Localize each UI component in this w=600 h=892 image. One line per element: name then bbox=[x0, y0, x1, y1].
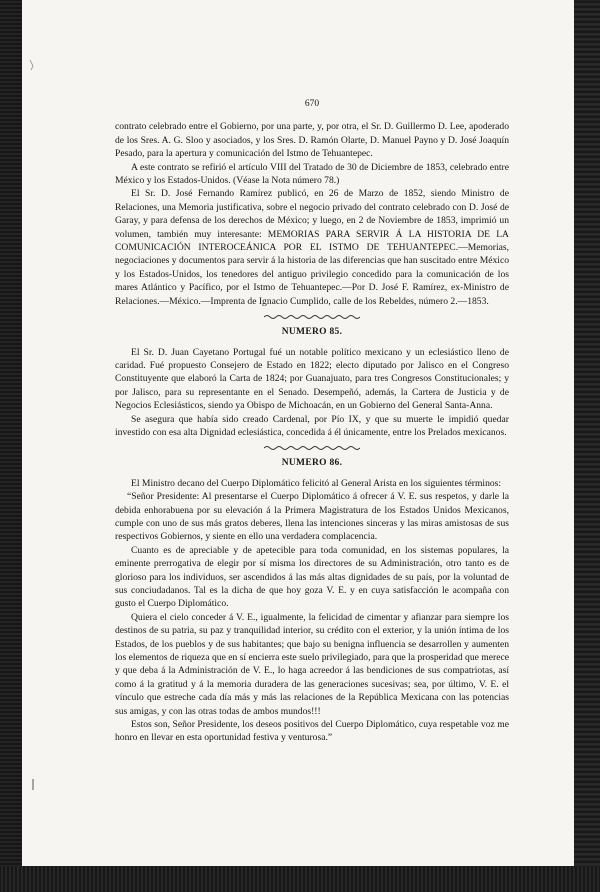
document-page bbox=[22, 0, 574, 866]
paragraph-ramirez: El Sr. D. José Fernando Ramírez publicó, en 26 de Marzo de 1852, siendo Ministro de Relaciones, una Memoria justificativa, sobre el negocio privado del contrato celebrado con D. José de Garay, y para defensa de los derechos de México; y luego, en 2 de Noviembre de 1853, imprimió un volumen, también muy interesante: MEMORIAS PARA SERVIR Á LA HISTORIA DE LA COMUNICACIÓN INTEROCEÁNICA POR EL ISTMO DE TEHUANTEPEC.—Memorias, negociaciones y documentos para servir á la historia de las diferencias que han suscitado entre México y los Estados-Unidos, los tenedores del antiguo privilegio concedido para la comunicación de los mares Atlántico y Pacífico, por el Istmo de Tehuantepec.—Por D. José F. Ramírez, ex-Ministro de Relaciones.—México.—Imprenta de Ignacio Cumplido, calle de los Rebeldes, número 2.—1853. bbox=[115, 188, 509, 307]
speech-paragraph: “Señor Presidente: Al presentarse el Cuerpo Diplomático á ofrecer á V. E. sus respetos, y darle la debida enhorabuena por su elevación á la Primera Magistratura de los Estados Unidos Mexicanos, cumple con uno de sus más gratos deberes, llena las intenciones sinceras y las miras amistosas de sus respectivos Gobiernos, y siente en ello una verdadera complacencia. bbox=[115, 491, 509, 543]
speech-paragraph: Estos son, Señor Presidente, los deseos positivos del Cuerpo Diplomático, cuya respetable voz me honro en llevar en esta oportunidad festiva y venturosa.” bbox=[115, 719, 509, 744]
scan-speck bbox=[30, 778, 36, 792]
paragraph-cardinal: Se asegura que había sido creado Cardenal, por Pío IX, y que su muerte le impidió quedar investido con esa alta Dignidad eclesiástica, concedida á él únicamente, entre los Prelados mexicanos. bbox=[115, 413, 509, 438]
scan-border-bottom bbox=[0, 866, 600, 892]
speech-paragraph: Quiera el cielo conceder á V. E., igualmente, la felicidad de cimentar y afianzar para siempre los destinos de su patria, su paz y tranquilidad interior, su crédito con el exterior, y la unión íntima de los Estados, de los pueblos y de sus habitantes; que bajo su benigna influencia se desarrollen y aumenten los elementos de riqueza que en sí encierra este suelo privilegiado, para que la prosperidad que merece y que deba á la Administración de V. E., lo haga acreedor á las bendiciones de sus compatriotas, así como á la gratitud y á la memoria duradera de las generaciones sucesivas; sea, por último, V. E. el vínculo que estreche cada día más y más las relaciones de la República Mexicana con las potencias sus amigas, y con las otras todas de ambos mundos!!! bbox=[115, 611, 509, 717]
section-heading-85: NUMERO 85. bbox=[281, 327, 343, 338]
paragraph-portugal: El Sr. D. Juan Cayetano Portugal fué un notable político mexicano y un eclesiástico lleno de caridad. Fué propuesto Consejero de Estado en 1822; electo diputado por Jalisco en el Congreso Constituyente que elaboró la Carta de 1824; por Guanajuato, para tres Congresos Constitucionales; y por Jalisco, para su representante en el Senado. Desempeñó, además, la Cartera de Justicia y de Negocios Eclesiásticos, siendo ya Obispo de Michoacán, en un Gobierno del General Santa-Anna. bbox=[115, 346, 509, 412]
section-heading-86: NUMERO 86. bbox=[281, 458, 343, 469]
page-content bbox=[115, 98, 509, 745]
wavy-divider bbox=[264, 314, 360, 320]
speech-quote bbox=[115, 490, 509, 745]
speech-paragraph: Cuanto es de apreciable y de apetecible para toda comunidad, en los sistemas populares, la eminente prerrogativa de elegir por sí misma los directores de su Administración, otro tanto es de glorioso para los individuos, ser ascendidos á las más altas dignidades de su país, por la voluntad de sus conciudadanos. Tal es la dicha de que hoy goza V. E. y en cuya satisfacción le acompaña con gusto el Cuerpo Diplomático. bbox=[115, 544, 509, 610]
paragraph-intro-arista: El Ministro decano del Cuerpo Diplomático felicitó al General Arista en los siguientes términos: bbox=[131, 477, 502, 489]
paragraph-treaty: A este contrato se refirió el artículo VIII del Tratado de 30 de Diciembre de 1853, celebrado entre México y los Estados-Unidos. (Véase la Nota número 78.) bbox=[115, 161, 509, 187]
scan-border-left bbox=[0, 0, 22, 892]
wavy-divider bbox=[264, 445, 360, 451]
page-number: 670 bbox=[304, 99, 320, 109]
scan-speck bbox=[28, 58, 38, 72]
scan-border-right bbox=[574, 0, 600, 892]
paragraph-contract: contrato celebrado entre el Gobierno, por una parte, y, por otra, el Sr. D. Guillermo D. Lee, apoderado de los Sres. A. G. Sloo y asociados, y los Sres. D. Ramón Olarte, D. Manuel Payno y D. José Joaquín Pesado, para la apertura y comunicación del Istmo de Tehuantepec. bbox=[115, 121, 509, 160]
